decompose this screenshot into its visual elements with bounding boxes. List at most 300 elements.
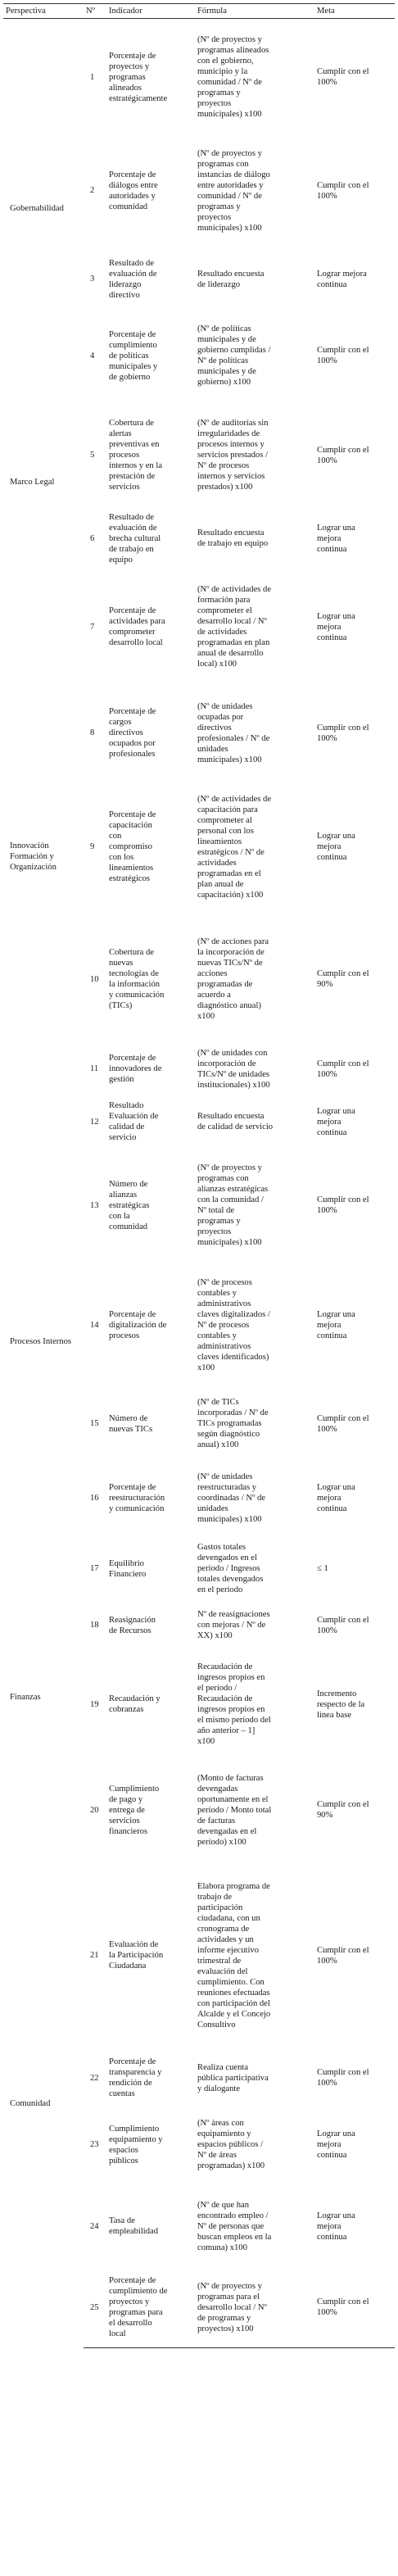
text-line: mejora bbox=[317, 2140, 341, 2149]
indicator-number: 19 bbox=[90, 1699, 99, 1709]
text-line: procesos internos y bbox=[197, 440, 265, 449]
text-line: alianzas bbox=[109, 1190, 138, 1200]
text-line: TICs/Nº de unidades bbox=[197, 1069, 270, 1079]
text-line: anual) x100 bbox=[197, 1440, 239, 1449]
indicator-goal bbox=[314, 1461, 395, 1535]
indicator-number: 6 bbox=[90, 533, 95, 543]
header-formula: Fórmula bbox=[195, 4, 314, 19]
text-line: programas y bbox=[197, 202, 241, 211]
text-line: Porcentaje de bbox=[109, 810, 156, 819]
text-line: ingresos propios en bbox=[197, 1705, 265, 1714]
text-line: continua bbox=[317, 2232, 347, 2242]
indicator-name bbox=[106, 917, 195, 1042]
text-line: claves digitalizados / bbox=[197, 1309, 270, 1319]
text-line: Financiero bbox=[109, 1569, 147, 1579]
indicator-goal bbox=[314, 2105, 395, 2185]
text-line: Realiza cuenta bbox=[197, 2062, 249, 2072]
text-line: Resultado encuesta bbox=[197, 269, 265, 279]
text-line: Nº de procesos bbox=[197, 461, 250, 470]
text-line: Porcentaje de bbox=[109, 1482, 156, 1492]
text-line: comuna) x100 bbox=[197, 2243, 247, 2252]
text-line: programadas en el bbox=[197, 868, 261, 878]
text-line: incorporadas / Nº de bbox=[197, 1408, 269, 1417]
indicator-name bbox=[106, 399, 195, 512]
indicator-formula bbox=[195, 1603, 314, 1649]
indicator-name bbox=[106, 19, 195, 136]
text-line: Lograr una bbox=[317, 1106, 355, 1116]
text-line: Cumplir con el bbox=[317, 723, 369, 732]
text-line: programas bbox=[109, 72, 146, 82]
text-line: personal con los bbox=[197, 826, 254, 836]
indicator-goal bbox=[314, 689, 395, 778]
text-line: anual de desarrollo bbox=[197, 649, 264, 658]
table-header-row bbox=[3, 4, 395, 19]
text-line: ingresos propios en bbox=[197, 1673, 265, 1682]
text-line: programas y bbox=[197, 1217, 241, 1226]
text-line: continua bbox=[317, 2151, 347, 2160]
text-line: equipamiento y bbox=[109, 2134, 163, 2144]
text-line: respecto de la bbox=[317, 1699, 365, 1709]
text-line: XX) x100 bbox=[197, 1631, 233, 1640]
text-line: diagnóstico anual) bbox=[197, 1001, 261, 1010]
text-line: actividades para bbox=[109, 617, 165, 626]
text-line: Recaudación de bbox=[197, 1662, 253, 1671]
text-line: alianzas estratégicas bbox=[197, 1185, 269, 1194]
text-line: (TICs) bbox=[109, 1001, 133, 1010]
text-line: (Monto de facturas bbox=[197, 1773, 264, 1783]
text-line: tecnologías de bbox=[109, 969, 159, 978]
text-line: institucionales) x100 bbox=[197, 1080, 270, 1090]
text-line: actividades y un bbox=[197, 1934, 254, 1944]
header-meta: Meta bbox=[314, 4, 395, 19]
text-line: mejora bbox=[317, 622, 341, 632]
indicator-name bbox=[106, 1860, 195, 2052]
text-line: Cumplir con el bbox=[317, 1195, 369, 1204]
text-line: programas para bbox=[109, 2308, 163, 2318]
text-line: (Nº áreas con bbox=[197, 2119, 244, 2128]
text-line: trimestral de bbox=[197, 1956, 242, 1966]
text-line: desarrollo local / Nº bbox=[197, 617, 267, 626]
indicator-formula bbox=[195, 2268, 314, 2348]
text-line: (Nº de proyectos y bbox=[197, 148, 262, 158]
indicator-number: 14 bbox=[90, 1320, 99, 1330]
text-line: (Nº de actividades de bbox=[197, 585, 272, 594]
text-line: con la comunidad / bbox=[197, 1195, 264, 1204]
indicator-number: 4 bbox=[90, 351, 95, 361]
text-line: de calidad de servicio bbox=[197, 1122, 274, 1132]
text-line: Resultado de bbox=[109, 258, 155, 268]
text-line: plan anual de bbox=[197, 879, 244, 889]
text-line: públicos bbox=[109, 2156, 138, 2166]
perspective-cell: Comunidad bbox=[10, 2099, 51, 2108]
indicator-name bbox=[106, 246, 195, 313]
text-line: reestructuradas y bbox=[197, 1482, 257, 1492]
indicator-goal bbox=[314, 2052, 395, 2105]
text-line: Porcentaje de bbox=[109, 2057, 156, 2066]
text-line: local bbox=[109, 2329, 126, 2339]
text-line: (Nº de proyectos y bbox=[197, 35, 262, 45]
indicator-name bbox=[106, 1096, 195, 1148]
text-line: de liderazgo bbox=[197, 279, 241, 289]
text-line: Resultado encuesta bbox=[197, 1112, 265, 1121]
text-line: con los bbox=[109, 853, 134, 862]
text-line: prestación de bbox=[109, 472, 156, 481]
indicator-name bbox=[106, 1042, 195, 1096]
text-line: entre autoridades y bbox=[197, 180, 264, 190]
perspective-cell: Finanzas bbox=[10, 1693, 41, 1702]
indicator-row bbox=[3, 399, 395, 512]
text-line: programas alineados bbox=[197, 46, 269, 56]
text-line: TICs programadas bbox=[197, 1419, 262, 1428]
text-line: Cumplir con el bbox=[317, 2068, 369, 2077]
indicator-name bbox=[106, 1535, 195, 1603]
text-line: 100% bbox=[317, 456, 337, 465]
text-line: entrega de bbox=[109, 1805, 145, 1815]
text-line: programadas de bbox=[197, 980, 253, 989]
text-line: incorporación de bbox=[197, 1059, 256, 1068]
indicator-formula bbox=[195, 1387, 314, 1461]
indicator-formula bbox=[195, 1096, 314, 1148]
indicator-goal bbox=[314, 917, 395, 1042]
text-line: línea base bbox=[317, 1710, 352, 1720]
perspective-cell: Innovación Formación y Organización bbox=[10, 841, 57, 872]
text-line: empleabilidad bbox=[109, 2227, 159, 2236]
text-line: informe ejecutivo bbox=[197, 1945, 260, 1955]
text-line: proyectos y bbox=[109, 61, 150, 71]
indicator-number: 15 bbox=[90, 1419, 99, 1428]
text-line: espacios públicos / bbox=[197, 2140, 264, 2149]
indicator-formula bbox=[195, 2185, 314, 2268]
text-line: administrativos bbox=[197, 1341, 251, 1351]
text-line: transparencia y bbox=[109, 2068, 162, 2077]
text-line: 100% bbox=[317, 1626, 337, 1635]
text-line: lineamientos bbox=[197, 837, 242, 846]
text-line: devengadas en el bbox=[197, 1826, 257, 1836]
indicator-goal bbox=[314, 1860, 395, 2052]
text-line: servicios prestados / bbox=[197, 451, 268, 460]
indicator-formula bbox=[195, 313, 314, 399]
text-line: el período / bbox=[197, 1684, 237, 1693]
text-line: gestión bbox=[109, 1075, 134, 1084]
indicator-name bbox=[106, 2268, 195, 2348]
text-line: espacios bbox=[109, 2145, 138, 2155]
text-line: (Nº de acciones para bbox=[197, 937, 269, 946]
text-line: proyectos bbox=[197, 99, 232, 109]
text-line: programas para el bbox=[197, 2292, 260, 2302]
text-line: Elabora programa de bbox=[197, 1881, 270, 1891]
text-line: capacitación) x100 bbox=[197, 890, 264, 900]
text-line: nuevas TICs/Nº de bbox=[197, 959, 263, 968]
text-line: Cumplir con el bbox=[317, 1945, 369, 1955]
text-line: Ciudadana bbox=[109, 1961, 147, 1971]
text-line: municipales) x100 bbox=[197, 1514, 262, 1524]
text-line: 90% bbox=[317, 980, 333, 989]
text-line: nuevas bbox=[109, 959, 133, 968]
text-line: programas con bbox=[197, 1174, 249, 1183]
text-line: Resultado de bbox=[109, 512, 155, 522]
text-line: local) x100 bbox=[197, 660, 237, 669]
text-line: Recaudación y bbox=[109, 1694, 161, 1703]
text-line: municipales y de bbox=[197, 335, 256, 344]
indicator-name bbox=[106, 136, 195, 246]
indicator-goal bbox=[314, 1649, 395, 1761]
text-line: totales devengados bbox=[197, 1575, 264, 1584]
text-line: con bbox=[109, 832, 122, 841]
text-line: claves identificados) bbox=[197, 1352, 269, 1362]
table-body bbox=[3, 19, 395, 2348]
text-line: (Nº de procesos bbox=[197, 1277, 252, 1287]
text-line: alertas bbox=[109, 429, 132, 438]
indicator-name bbox=[106, 2105, 195, 2185]
text-line: servicios bbox=[109, 1816, 140, 1825]
text-line: cuentas bbox=[109, 2089, 135, 2098]
text-line: nuevas TICs bbox=[109, 1424, 153, 1434]
text-line: cronograma de bbox=[197, 1924, 250, 1934]
text-line: lineamientos bbox=[109, 864, 154, 873]
text-line: continua bbox=[317, 633, 347, 642]
text-line: proyectos) x100 bbox=[197, 2324, 254, 2333]
indicator-goal bbox=[314, 313, 395, 399]
indicator-name bbox=[106, 689, 195, 778]
indicator-formula bbox=[195, 1263, 314, 1387]
indicators-document bbox=[3, 3, 395, 2348]
text-line: estratégicos / Nº de bbox=[197, 847, 265, 857]
indicator-formula bbox=[195, 19, 314, 136]
indicator-number: 12 bbox=[90, 1117, 99, 1127]
perspective-cell: Procesos Internos bbox=[10, 1336, 72, 1346]
text-line: Cumplir con el bbox=[317, 445, 369, 455]
text-line: de políticas bbox=[109, 351, 149, 361]
text-line: programadas en plan bbox=[197, 638, 270, 647]
text-line: Porcentaje de bbox=[109, 51, 156, 61]
indicator-name bbox=[106, 512, 195, 565]
indicator-goal bbox=[314, 1096, 395, 1148]
header-indicador: Indicador bbox=[106, 4, 195, 19]
text-line: la incorporación de bbox=[197, 948, 265, 957]
indicator-formula bbox=[195, 1042, 314, 1096]
text-line: de trabajo en bbox=[109, 544, 154, 554]
text-line: irregularidades de bbox=[197, 429, 260, 438]
text-line: programadas) x100 bbox=[197, 2161, 265, 2170]
text-line: devengadas bbox=[197, 1784, 238, 1794]
text-line: comunidad / Nº de bbox=[197, 78, 262, 88]
text-line: (Nº de unidades bbox=[197, 701, 253, 711]
text-line: Porcentaje de bbox=[109, 2276, 156, 2286]
text-line: mejora bbox=[317, 1320, 341, 1330]
text-line: (Nº de proyectos y bbox=[197, 2281, 262, 2291]
text-line: Cumplir con el bbox=[317, 1800, 369, 1809]
text-line: acuerdo a bbox=[197, 991, 231, 1000]
header-perspectiva: Perspectiva bbox=[3, 4, 84, 19]
text-line: el mismo período del bbox=[197, 1716, 271, 1725]
text-line: programas y bbox=[197, 88, 241, 98]
text-line: ocupadas por bbox=[197, 712, 244, 722]
text-line: Lograr una bbox=[317, 1482, 355, 1492]
text-line: (Nº de unidades con bbox=[197, 1048, 268, 1058]
text-line: preventivas en bbox=[109, 440, 160, 449]
text-line: continua bbox=[317, 1127, 347, 1137]
text-line: procesos bbox=[109, 1331, 140, 1340]
text-line: servicio bbox=[109, 1133, 137, 1142]
text-line: con el gobierno, bbox=[197, 57, 254, 66]
text-line: 100% bbox=[317, 1206, 337, 1215]
text-line: comunidad bbox=[109, 202, 148, 211]
text-line: 100% bbox=[317, 2079, 337, 2088]
text-line: comprometer al bbox=[197, 815, 252, 825]
indicator-goal bbox=[314, 19, 395, 136]
text-line: Porcentaje de bbox=[109, 606, 156, 615]
text-line: de facturas bbox=[197, 1816, 236, 1825]
text-line: según diagnóstico bbox=[197, 1430, 260, 1439]
text-line: reestructuración bbox=[109, 1493, 165, 1503]
text-line: Lograr una bbox=[317, 2211, 355, 2220]
text-line: Nº de reasignaciones bbox=[197, 1610, 270, 1619]
text-line: con participación del bbox=[197, 1998, 270, 2008]
text-line: Porcentaje de bbox=[109, 170, 156, 179]
text-line: 100% bbox=[317, 1424, 337, 1434]
indicator-number: 13 bbox=[90, 1200, 99, 1210]
indicator-number: 24 bbox=[90, 2221, 99, 2231]
text-line: profesionales bbox=[109, 750, 156, 759]
text-line: brecha cultural bbox=[109, 533, 161, 543]
indicator-goal bbox=[314, 565, 395, 689]
text-line: y dialogante bbox=[197, 2084, 241, 2093]
indicator-goal bbox=[314, 1603, 395, 1649]
indicator-formula bbox=[195, 1761, 314, 1860]
text-line: devengados en el bbox=[197, 1553, 257, 1562]
text-line: directivos bbox=[109, 728, 143, 737]
indicator-name bbox=[106, 2052, 195, 2105]
text-line: evaluación del bbox=[197, 1966, 248, 1976]
text-line: Cumplir con el bbox=[317, 180, 369, 190]
text-line: estratégicas bbox=[109, 1200, 150, 1210]
indicator-formula bbox=[195, 917, 314, 1042]
indicator-number: 18 bbox=[90, 1621, 99, 1630]
text-line: mejora bbox=[317, 1493, 341, 1503]
indicator-number: 17 bbox=[90, 1564, 99, 1573]
text-line: municipio y la bbox=[197, 67, 248, 77]
text-line: Lograr una bbox=[317, 1309, 355, 1319]
text-line: (Nº de que han bbox=[197, 2200, 249, 2210]
indicator-name bbox=[106, 1461, 195, 1535]
text-line: Recaudación de bbox=[197, 1694, 253, 1703]
text-line: desarrollo local bbox=[109, 638, 163, 647]
text-line: municipales) x100 bbox=[197, 110, 262, 120]
text-line: Porcentaje de bbox=[109, 707, 156, 716]
text-line: de Recursos bbox=[109, 1626, 152, 1635]
text-line: de actividades bbox=[197, 628, 247, 637]
indicator-formula bbox=[195, 1148, 314, 1263]
text-line: participación bbox=[197, 1903, 243, 1912]
text-line: gobierno cumplidas / bbox=[197, 346, 271, 355]
text-line: cobranzas bbox=[109, 1705, 144, 1714]
text-line: encontrado empleo / bbox=[197, 2211, 269, 2220]
text-line: continua bbox=[317, 1331, 347, 1340]
text-line: alineados bbox=[109, 83, 142, 93]
text-line: liderazgo bbox=[109, 279, 142, 289]
indicator-name bbox=[106, 1761, 195, 1860]
text-line: con mejoras / Nº de bbox=[197, 1621, 266, 1630]
text-line: Resultado encuesta bbox=[197, 528, 265, 537]
text-line: Lograr una bbox=[317, 523, 355, 533]
text-line: municipales y bbox=[109, 361, 158, 371]
indicator-goal bbox=[314, 1761, 395, 1860]
indicator-formula bbox=[195, 1649, 314, 1761]
text-line: en el período bbox=[197, 1585, 243, 1594]
indicator-formula bbox=[195, 1461, 314, 1535]
text-line: con la bbox=[109, 1211, 130, 1221]
indicator-number: 5 bbox=[90, 451, 95, 460]
indicator-formula bbox=[195, 565, 314, 689]
text-line: x100 bbox=[197, 1737, 215, 1746]
text-line: de gobierno bbox=[109, 372, 151, 382]
text-line: Nº de políticas bbox=[197, 356, 249, 365]
text-line: año anterior – 1] bbox=[197, 1726, 256, 1735]
text-line: Evaluación de bbox=[109, 1940, 159, 1949]
text-line: directivos bbox=[197, 723, 232, 732]
perspective-cell: Gobernabilidad bbox=[10, 204, 64, 214]
text-line: ≤ 1 bbox=[317, 1564, 328, 1573]
text-line: unidades bbox=[197, 744, 228, 754]
indicator-name bbox=[106, 1649, 195, 1761]
text-line: instancias de diálogo bbox=[197, 170, 270, 179]
text-line: reuniones efectuadas bbox=[197, 1988, 270, 1998]
indicator-number: 20 bbox=[90, 1805, 99, 1815]
text-line: cumplimiento de bbox=[109, 2287, 168, 2297]
text-line: directivo bbox=[109, 290, 140, 300]
text-line: proyectos bbox=[197, 212, 232, 222]
text-line: comunidad / Nº de bbox=[197, 191, 262, 201]
text-line: continua bbox=[317, 279, 347, 289]
indicator-number: 23 bbox=[90, 2140, 99, 2149]
indicator-row bbox=[3, 19, 395, 136]
text-line: Cobertura de bbox=[109, 419, 155, 428]
text-line: internos y servicios bbox=[197, 472, 265, 481]
text-line: (Nº de actividades de bbox=[197, 794, 272, 804]
text-line: mejora bbox=[317, 533, 341, 543]
text-line: 90% bbox=[317, 1811, 333, 1820]
indicator-number: 2 bbox=[90, 186, 95, 195]
text-line: Porcentaje de bbox=[109, 329, 156, 339]
text-line: profesionales / Nº de bbox=[197, 733, 270, 743]
text-line: proyectos bbox=[197, 1227, 232, 1236]
indicator-number: 22 bbox=[90, 2073, 99, 2083]
text-line: capacitación para bbox=[197, 805, 258, 814]
text-line: Porcentaje de bbox=[109, 1054, 156, 1063]
text-line: Cumplir con el bbox=[317, 1615, 369, 1625]
indicator-goal bbox=[314, 2185, 395, 2268]
text-line: de trabajo en equipo bbox=[197, 539, 269, 548]
text-line: Cumplir con el bbox=[317, 969, 369, 978]
text-line: comunidad bbox=[109, 1222, 148, 1231]
text-line: coordinadas / Nº de bbox=[197, 1493, 266, 1503]
text-line: 100% bbox=[317, 1956, 337, 1966]
text-line: (Nº de unidades bbox=[197, 1472, 253, 1481]
text-line: Cumplir con el bbox=[317, 67, 369, 77]
indicator-formula bbox=[195, 689, 314, 778]
text-line: pública participativa bbox=[197, 2073, 269, 2083]
perspective-cell: Marco Legal bbox=[10, 477, 55, 487]
header-numero: Nº bbox=[84, 4, 106, 19]
indicator-goal bbox=[314, 246, 395, 313]
text-line: de pago y bbox=[109, 1794, 143, 1804]
text-line: municipales) x100 bbox=[197, 755, 262, 764]
text-line: administrativos bbox=[197, 1299, 251, 1308]
text-line: acciones bbox=[197, 969, 228, 978]
text-line: 100% bbox=[317, 356, 337, 365]
text-line: rendición de bbox=[109, 2079, 152, 2088]
indicator-goal bbox=[314, 1263, 395, 1387]
